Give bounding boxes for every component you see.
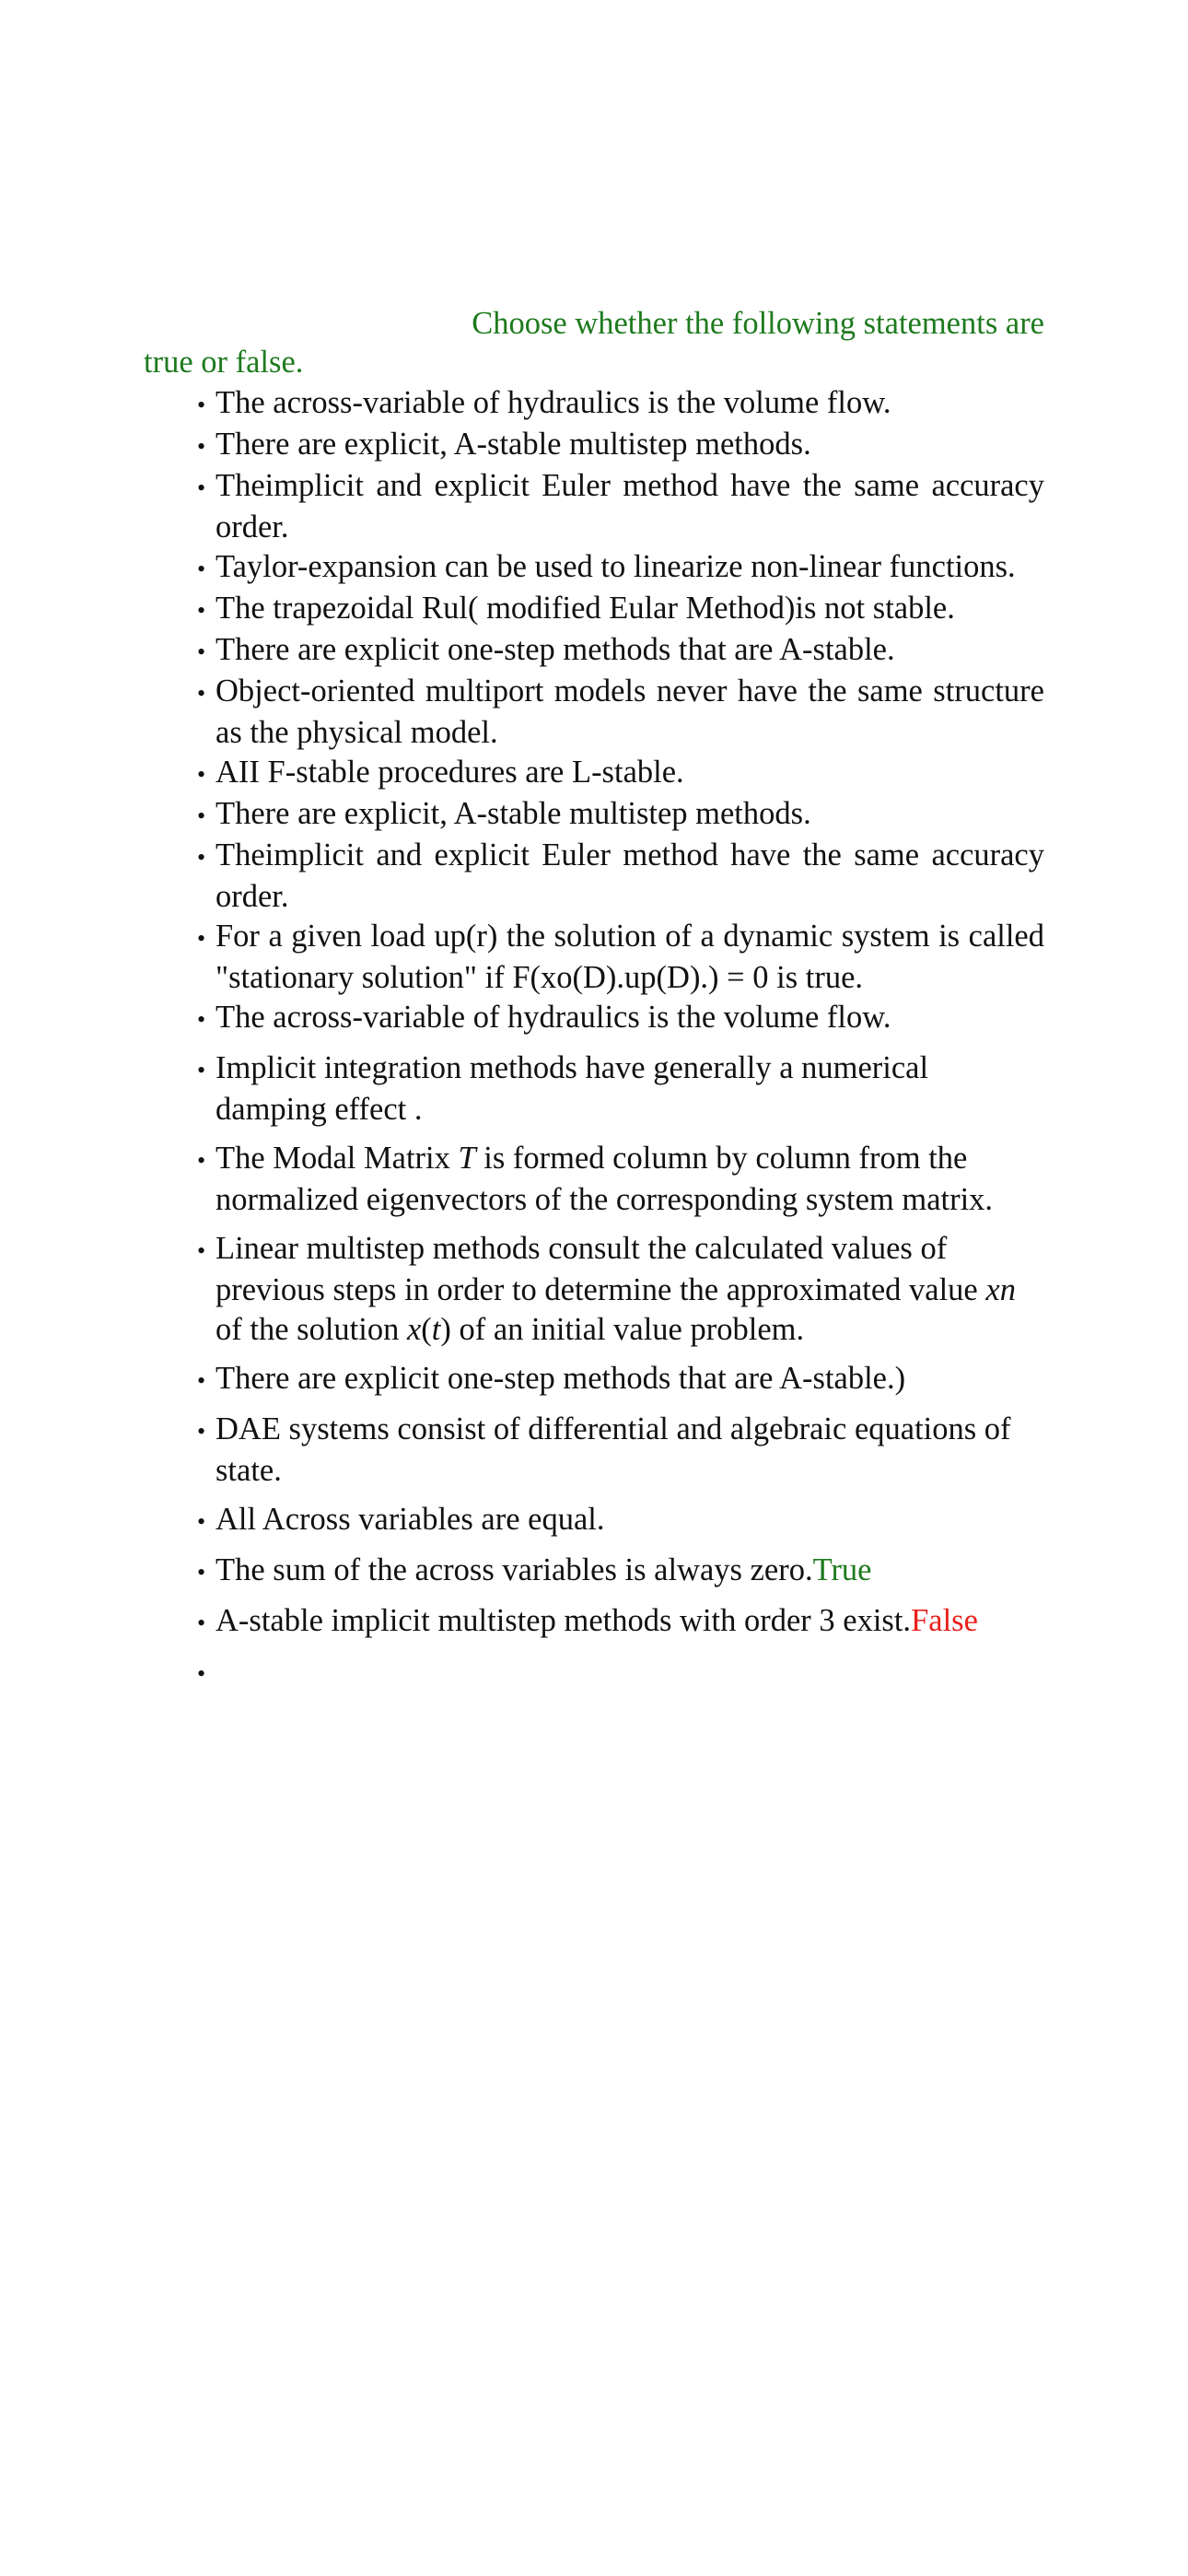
statement-text: The across-variable of hydraulics is the volume flow.: [215, 1000, 891, 1035]
statement-text: A-stable implicit multistep methods with order 3 exist.: [215, 1603, 912, 1638]
statement-text: Object-oriented multiport models never have the same structure as the physical model.: [215, 673, 1044, 750]
list-item: [144, 672, 1044, 753]
bullet-icon: •: [197, 1237, 206, 1264]
bullet-icon: •: [197, 1147, 206, 1174]
statement-text: Theimplicit and explicit Euler method have the same accuracy order.: [215, 468, 1044, 544]
list-item: [144, 547, 1044, 589]
statement-text: Taylor-expansion can be used to linearize non-linear functions.: [215, 549, 1016, 584]
bullet-icon: •: [197, 1367, 206, 1394]
statement-text: The across-variable of hydraulics is the volume flow.: [215, 385, 891, 420]
list-item: [144, 836, 1044, 917]
bullet-icon: •: [197, 844, 206, 871]
statement-text-part: ) of an initial value problem.: [440, 1312, 805, 1347]
list-item: [144, 1048, 1044, 1130]
list-item: [144, 1229, 1044, 1350]
statement-text: Theimplicit and explicit Euler method have the same accuracy order.: [215, 837, 1044, 914]
list-item: [144, 1601, 1044, 1643]
list-item: [144, 753, 1044, 794]
list-item: [144, 1139, 1044, 1220]
statement-text: The sum of the across variables is always zero.: [215, 1552, 813, 1587]
list-item: [144, 1410, 1044, 1491]
bullet-icon: •: [197, 1508, 206, 1535]
statement-italic: T: [458, 1141, 476, 1176]
statement-text-part: is formed column by column from the normalized eigenvectors of the corresponding system matrix.: [215, 1141, 994, 1217]
bullet-icon: •: [197, 433, 206, 460]
statement-text-part: The Modal Matrix: [215, 1141, 459, 1176]
statement-text-part: (: [421, 1312, 432, 1347]
statement-text: There are explicit one-step methods that are A-stable.): [215, 1361, 906, 1396]
statement-text: AII F-stable procedures are L-stable.: [215, 755, 684, 790]
bullet-icon: •: [197, 1057, 206, 1083]
bullet-icon: •: [197, 925, 206, 952]
bullet-icon: •: [197, 680, 206, 707]
bullet-icon: •: [197, 1660, 206, 1687]
statement-text: There are explicit one-step methods that are A-stable.: [215, 632, 895, 667]
statement-text: There are explicit, A-stable multistep methods.: [215, 427, 811, 462]
list-item-empty: [144, 1652, 1044, 1693]
statement-text: DAE systems consist of differential and algebraic equations of state.: [215, 1411, 1011, 1488]
list-item: [144, 466, 1044, 547]
list-item: [144, 998, 1044, 1039]
bullet-icon: •: [197, 556, 206, 582]
list-item: [144, 1500, 1044, 1541]
statement-italic: x: [406, 1312, 422, 1347]
list-item: [144, 383, 1044, 425]
list-item: [144, 794, 1044, 836]
list-item: [144, 630, 1044, 672]
list-item: [144, 1359, 1044, 1400]
statement-text: For a given load up(r) the solution of a dynamic system is called "stationary solution" if F(xo(D).up(D).) = 0 is true.: [215, 919, 1044, 995]
statement-text: Implicit integration methods have generally a numerical damping effect .: [215, 1050, 929, 1127]
statement-text: All Across variables are equal.: [215, 1502, 605, 1537]
bullet-icon: •: [197, 474, 206, 501]
statement-text-part: of the solution: [215, 1312, 407, 1347]
heading-line-2: true or false.: [144, 345, 304, 380]
bullet-icon: •: [197, 761, 206, 788]
statement-italic: t: [431, 1312, 441, 1347]
instructions-heading: [144, 304, 1044, 381]
list-item: [144, 1551, 1044, 1592]
heading-line-1: Choose whether the following statements are: [472, 306, 1044, 341]
list-item: [144, 589, 1044, 630]
statement-italic: xn: [985, 1272, 1016, 1307]
statement-text: There are explicit, A-stable multistep methods.: [215, 796, 811, 831]
answer-true: True: [812, 1552, 872, 1587]
list-item: [144, 917, 1044, 998]
answer-false: False: [911, 1603, 978, 1638]
bullet-icon: •: [197, 802, 206, 829]
statement-text-part: Linear multistep methods consult the calculated values of previous steps in order to determine the approximated value: [215, 1231, 986, 1307]
bullet-icon: •: [197, 1559, 206, 1586]
bullet-icon: •: [197, 1610, 206, 1636]
bullet-icon: •: [197, 638, 206, 665]
bullet-icon: •: [197, 392, 206, 418]
list-item: [144, 425, 1044, 466]
bullet-icon: •: [197, 1418, 206, 1445]
document-page: [144, 304, 1044, 1693]
bullet-icon: •: [197, 597, 206, 624]
bullet-icon: •: [197, 1006, 206, 1033]
statement-list: [144, 383, 1044, 1693]
statement-text: The trapezoidal Rul( modified Eular Method)is not stable.: [215, 591, 955, 626]
